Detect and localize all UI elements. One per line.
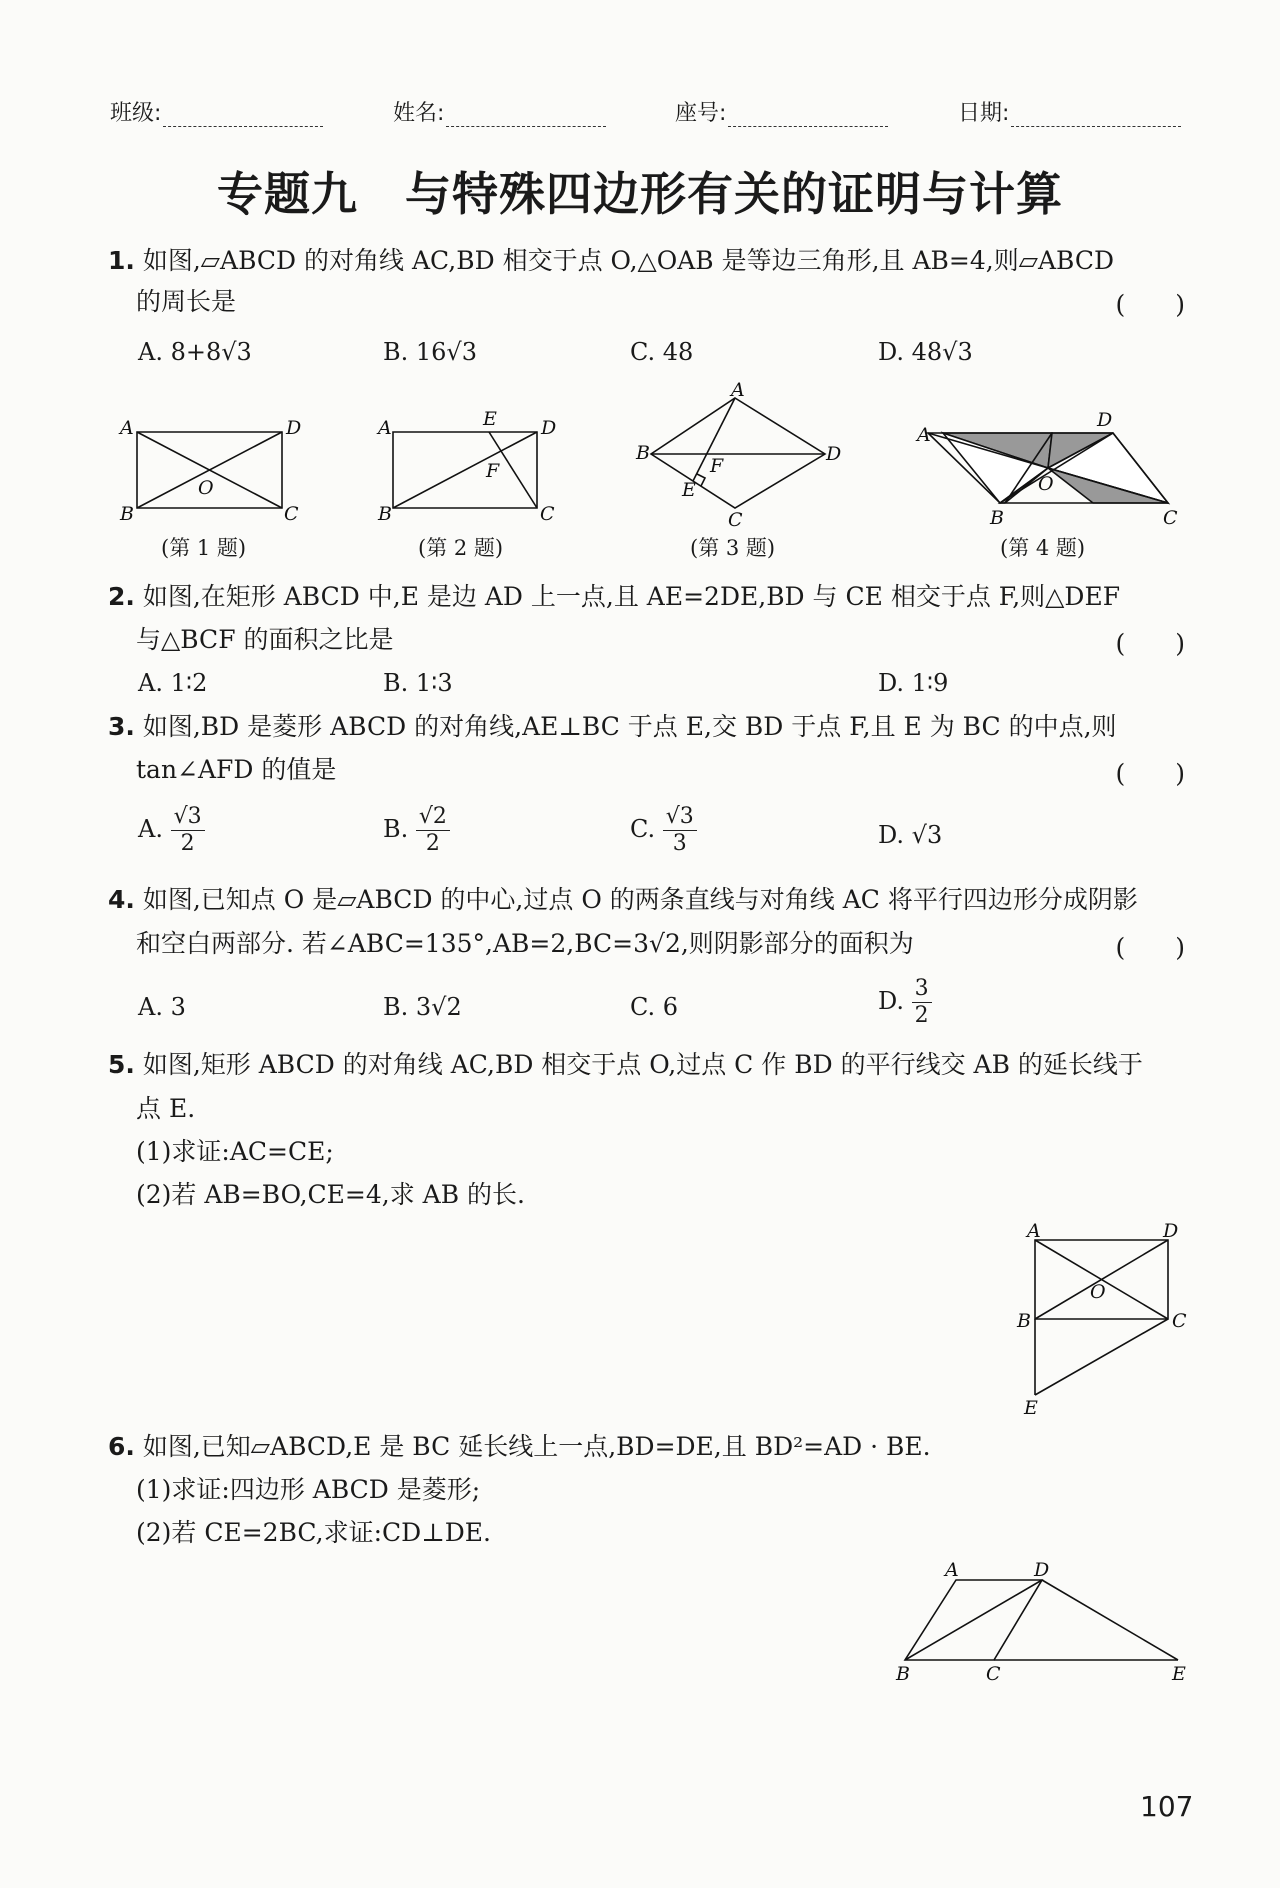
fig2-label-d: D [541,417,557,439]
fig1-label-d: D [286,417,302,439]
q3-option-b[interactable]: B. $\frac{√2}{2}$ [383,804,450,857]
q3-option-b-fraction: $\frac{√2}{2}$ [416,804,450,857]
fig2-label-e: E [483,408,497,430]
q3-option-a[interactable]: A. $\frac{√3}{2}$ [138,804,205,857]
q4-option-d[interactable]: D. $\frac{3}{2}$ [878,976,932,1029]
q2-option-a[interactable]: A. 1∶2 [138,669,208,697]
q1-option-b[interactable]: B. 16√3 [383,338,477,366]
fig5-label-c: C [1172,1310,1187,1332]
q1-option-d[interactable]: D. 48√3 [878,338,973,366]
fig5-label-b: B [1017,1310,1031,1332]
q3-option-d[interactable]: D. √3 [878,821,943,849]
q2-option-d[interactable]: D. 1∶9 [878,669,949,697]
fig5-label-d: D [1163,1220,1179,1242]
fig3-label-f: F [710,455,724,477]
figure-4-caption: (第 4 题) [1000,536,1086,560]
fig5-label-a: A [1027,1220,1041,1242]
question-5-part-1: (1)求证:AC=CE; [136,1137,334,1166]
question-2-line2: 与△BCF 的面积之比是 [136,625,394,654]
question-6-part-1: (1)求证:四边形 ABCD 是菱形; [136,1475,481,1504]
question-4-line2: 和空白两部分. 若∠ABC=135°,AB=2,BC=3√2,则阴影部分的面积为 [136,929,914,958]
fig2-label-a: A [378,417,392,439]
question-3-line2: tan∠AFD 的值是 [136,755,337,784]
name-field: 姓名: [393,96,606,127]
question-4-answer-paren[interactable]: ( ) [1115,933,1185,962]
fig2-label-c: C [540,503,555,525]
fig1-label-a: A [120,417,134,439]
q4-option-d-fraction: $\frac{3}{2}$ [912,976,932,1029]
fig1-label-o: O [198,477,214,499]
figure-1-caption: (第 1 题) [161,536,247,560]
q1-option-a[interactable]: A. 8+8√3 [138,338,252,366]
seat-field: 座号: [675,96,888,127]
fig4-label-d: D [1097,409,1113,431]
date-field: 日期: [958,96,1181,127]
question-1-line2: 的周长是 [136,287,237,316]
question-2-line1: 2. 如图,在矩形 ABCD 中,E 是边 AD 上一点,且 AE=2DE,BD 与 CE 相交于点 F,则△DEF [108,582,1121,611]
question-5-part-2: (2)若 AB=BO,CE=4,求 AB 的长. [136,1180,525,1209]
fig4-label-o: O [1038,473,1054,495]
q1-option-c[interactable]: C. 48 [630,338,694,366]
question-6-part-2: (2)若 CE=2BC,求证:CD⊥DE. [136,1518,491,1547]
fig3-label-d: D [826,443,842,465]
fig4-label-b: B [990,507,1004,529]
question-2-answer-paren[interactable]: ( ) [1115,629,1185,658]
fig6-label-d: D [1034,1559,1050,1581]
fig3-label-b: B [636,442,650,464]
fig4-label-c: C [1163,507,1178,529]
q4-option-c[interactable]: C. 6 [630,993,679,1021]
fig1-label-b: B [120,503,134,525]
q3-option-a-fraction: $\frac{√3}{2}$ [171,804,205,857]
fig6-label-e: E [1172,1663,1186,1685]
question-3-line1: 3. 如图,BD 是菱形 ABCD 的对角线,AE⊥BC 于点 E,交 BD 于点 F,且 E 为 BC 的中点,则 [108,712,1117,741]
fig3-label-c: C [728,509,743,531]
figure-3-caption: (第 3 题) [690,536,776,560]
fig2-label-b: B [378,503,392,525]
fig6-label-b: B [896,1663,910,1685]
q4-option-b[interactable]: B. 3√2 [383,993,462,1021]
fig6-label-c: C [986,1663,1001,1685]
fig5-label-o: O [1090,1281,1106,1303]
fig5-label-e: E [1024,1397,1038,1419]
q3-option-c-fraction: $\frac{√3}{3}$ [663,804,697,857]
page-number: 107 [1140,1790,1194,1823]
q3-option-c[interactable]: C. $\frac{√3}{3}$ [630,804,697,857]
page-title: 专题九 与特殊四边形有关的证明与计算 [217,167,1063,221]
figure-2-caption: (第 2 题) [418,536,504,560]
question-5-line2: 点 E. [136,1094,196,1123]
question-1-answer-paren[interactable]: ( ) [1115,290,1185,319]
q2-option-b[interactable]: B. 1∶3 [383,669,453,697]
question-1-line1: 1. 如图,▱ABCD 的对角线 AC,BD 相交于点 O,△OAB 是等边三角形,且 AB=4,则▱ABCD [108,246,1115,275]
fig1-label-c: C [284,503,299,525]
question-6-line1: 6. 如图,已知▱ABCD,E 是 BC 延长线上一点,BD=DE,且 BD²=AD · BE. [108,1432,931,1461]
fig6-label-a: A [945,1559,959,1581]
question-5-line1: 5. 如图,矩形 ABCD 的对角线 AC,BD 相交于点 O,过点 C 作 BD 的平行线交 AB 的延长线于 [108,1050,1143,1079]
question-3-answer-paren[interactable]: ( ) [1115,759,1185,788]
fig3-label-a: A [731,379,745,401]
class-field: 班级: [110,96,323,127]
fig2-label-f: F [486,460,500,482]
fig4-label-a: A [917,424,931,446]
question-4-line1: 4. 如图,已知点 O 是▱ABCD 的中心,过点 O 的两条直线与对角线 AC 将平行四边形分成阴影 [108,885,1138,914]
q4-option-a[interactable]: A. 3 [138,993,186,1021]
fig3-label-e: E [682,479,696,501]
